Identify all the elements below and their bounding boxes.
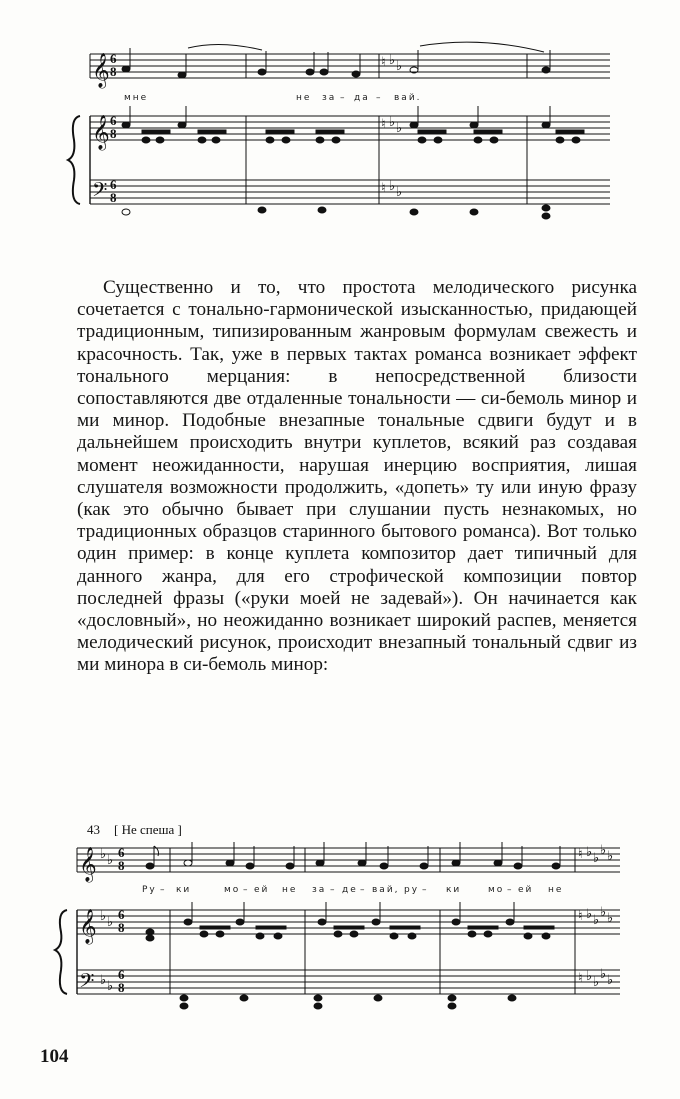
lyric-bottom-9: – [330,885,337,895]
lyric-bottom-18: ей [518,885,534,895]
svg-text:♭: ♭ [586,907,593,922]
svg-text:♭: ♭ [107,853,114,868]
example-number: 43 [87,822,100,837]
svg-text:♭: ♭ [396,185,403,200]
svg-text:𝄞: 𝄞 [92,53,110,88]
svg-text:♭: ♭ [600,843,607,858]
lyric-bottom-5: – [243,885,250,895]
svg-text:6: 6 [110,113,117,128]
staff-piano-bass-bottom [77,970,620,994]
svg-text:♮: ♮ [381,117,386,132]
lyric-top-5: да [354,93,370,103]
svg-text:♭: ♭ [389,115,396,130]
body-paragraph [77,277,637,677]
lyric-bottom-19: не [548,885,564,895]
svg-text:6: 6 [118,845,125,860]
music-score-bottom [0,814,680,1014]
svg-text:♭: ♭ [107,915,114,930]
svg-text:8: 8 [110,64,117,79]
svg-text:♭: ♭ [107,979,114,994]
tempo-marking: [ Не спеша ] [114,822,182,837]
lyric-top-1: мне [124,93,149,103]
svg-text:♭: ♭ [593,975,600,990]
svg-text:♭: ♭ [593,913,600,928]
lyric-top-6: – [376,93,383,103]
svg-text:6: 6 [118,967,125,982]
lyric-top-7: вай. [394,93,422,103]
svg-text:6: 6 [118,907,125,922]
lyric-bottom-3: ки [176,885,192,895]
svg-text:♭: ♭ [607,849,614,864]
svg-text:8: 8 [110,126,117,141]
lyric-bottom-17: – [507,885,514,895]
svg-text:♭: ♭ [607,911,614,926]
staff-piano-bass [90,180,610,204]
svg-text:8: 8 [118,858,125,873]
lyric-bottom-10: де [342,885,358,895]
svg-text:8: 8 [118,920,125,935]
lyric-bottom-4: мо [224,885,241,895]
svg-text:♭: ♭ [100,973,107,988]
svg-text:♭: ♭ [600,967,607,982]
svg-text:𝄞: 𝄞 [92,115,110,150]
lyric-top-2: не [296,93,312,103]
staff-piano-treble-bottom [77,910,620,934]
svg-text:♭: ♭ [100,909,107,924]
svg-text:♭: ♭ [396,121,403,136]
lyric-bottom-16: мо [488,885,505,895]
svg-text:♭: ♭ [600,905,607,920]
svg-text:8: 8 [110,190,117,205]
lyric-bottom-7: не [282,885,298,895]
lyric-bottom-1: Ру [142,885,157,895]
svg-text:♮: ♮ [578,971,583,986]
svg-text:6: 6 [110,51,117,66]
svg-text:𝄢: 𝄢 [92,178,108,206]
lyric-bottom-11: – [360,885,367,895]
svg-text:♭: ♭ [593,851,600,866]
lyric-top-3: за [322,93,337,103]
svg-text:8: 8 [118,980,125,995]
lyric-bottom-14: – [422,885,429,895]
svg-text:♭: ♭ [396,59,403,74]
lyric-bottom-2: – [160,885,167,895]
staff-piano-treble [90,116,610,140]
music-example-top [0,40,680,230]
lyric-bottom-8: за [312,885,327,895]
svg-text:𝄢: 𝄢 [79,969,95,997]
svg-text:𝄞: 𝄞 [79,909,97,944]
lyric-bottom-12: вай, [372,885,400,895]
svg-text:6: 6 [110,177,117,192]
svg-text:♮: ♮ [578,847,583,862]
svg-text:♮: ♮ [578,909,583,924]
svg-text:♮: ♮ [381,55,386,70]
svg-text:𝄞: 𝄞 [79,847,97,882]
svg-text:♭: ♭ [389,53,396,68]
svg-text:♭: ♭ [389,179,396,194]
music-example-bottom [0,814,680,1014]
svg-text:♭: ♭ [586,845,593,860]
staff-voice [90,54,610,78]
lyric-bottom-6: ей [254,885,270,895]
lyric-bottom-15: ки [446,885,462,895]
svg-text:♮: ♮ [381,181,386,196]
svg-text:♭: ♭ [100,847,107,862]
svg-text:♭: ♭ [586,969,593,984]
svg-text:♭: ♭ [607,973,614,988]
music-score-top [0,40,680,230]
body-paragraph-text: Существенно и то, что простота мелодического рисунка сочетается с тонально-гармонической изысканностью, придающей традиционным, типизированным жанровым формулам свежесть и красочность. Так, уже в первых тактах романса возникает эффект тонального мерцания: в непосредственной близости сопоставляются две отдаленные тональности — си-бемоль минор и ми минор. Подобные внезапные тональные сдвиги будут и в дальнейшем происходить внутри куплетов, всякий раз создавая момент неожиданности, нарушая инерцию восприятия, лишая слушателя возможности продолжить, «допеть» ту или иную фразу (как это обычно бывает при слушании пусть незнакомых, но традиционных образцов старинного бытового романса). Вот только один пример: в конце куплета композитор дает типичный для данного жанра, для его строфической композиции повтор последней фразы («руки моей не задевай»). Он начинается как «дословный», но неожиданно возникает широкий распев, меняется мелодический рисунок, происходит внезапный тональный сдвиг из ми минора в си-бемоль минор: [77,277,637,676]
lyric-top-4: – [340,93,347,103]
page-number: 104 [40,1046,69,1067]
lyric-bottom-13: ру [404,885,420,895]
